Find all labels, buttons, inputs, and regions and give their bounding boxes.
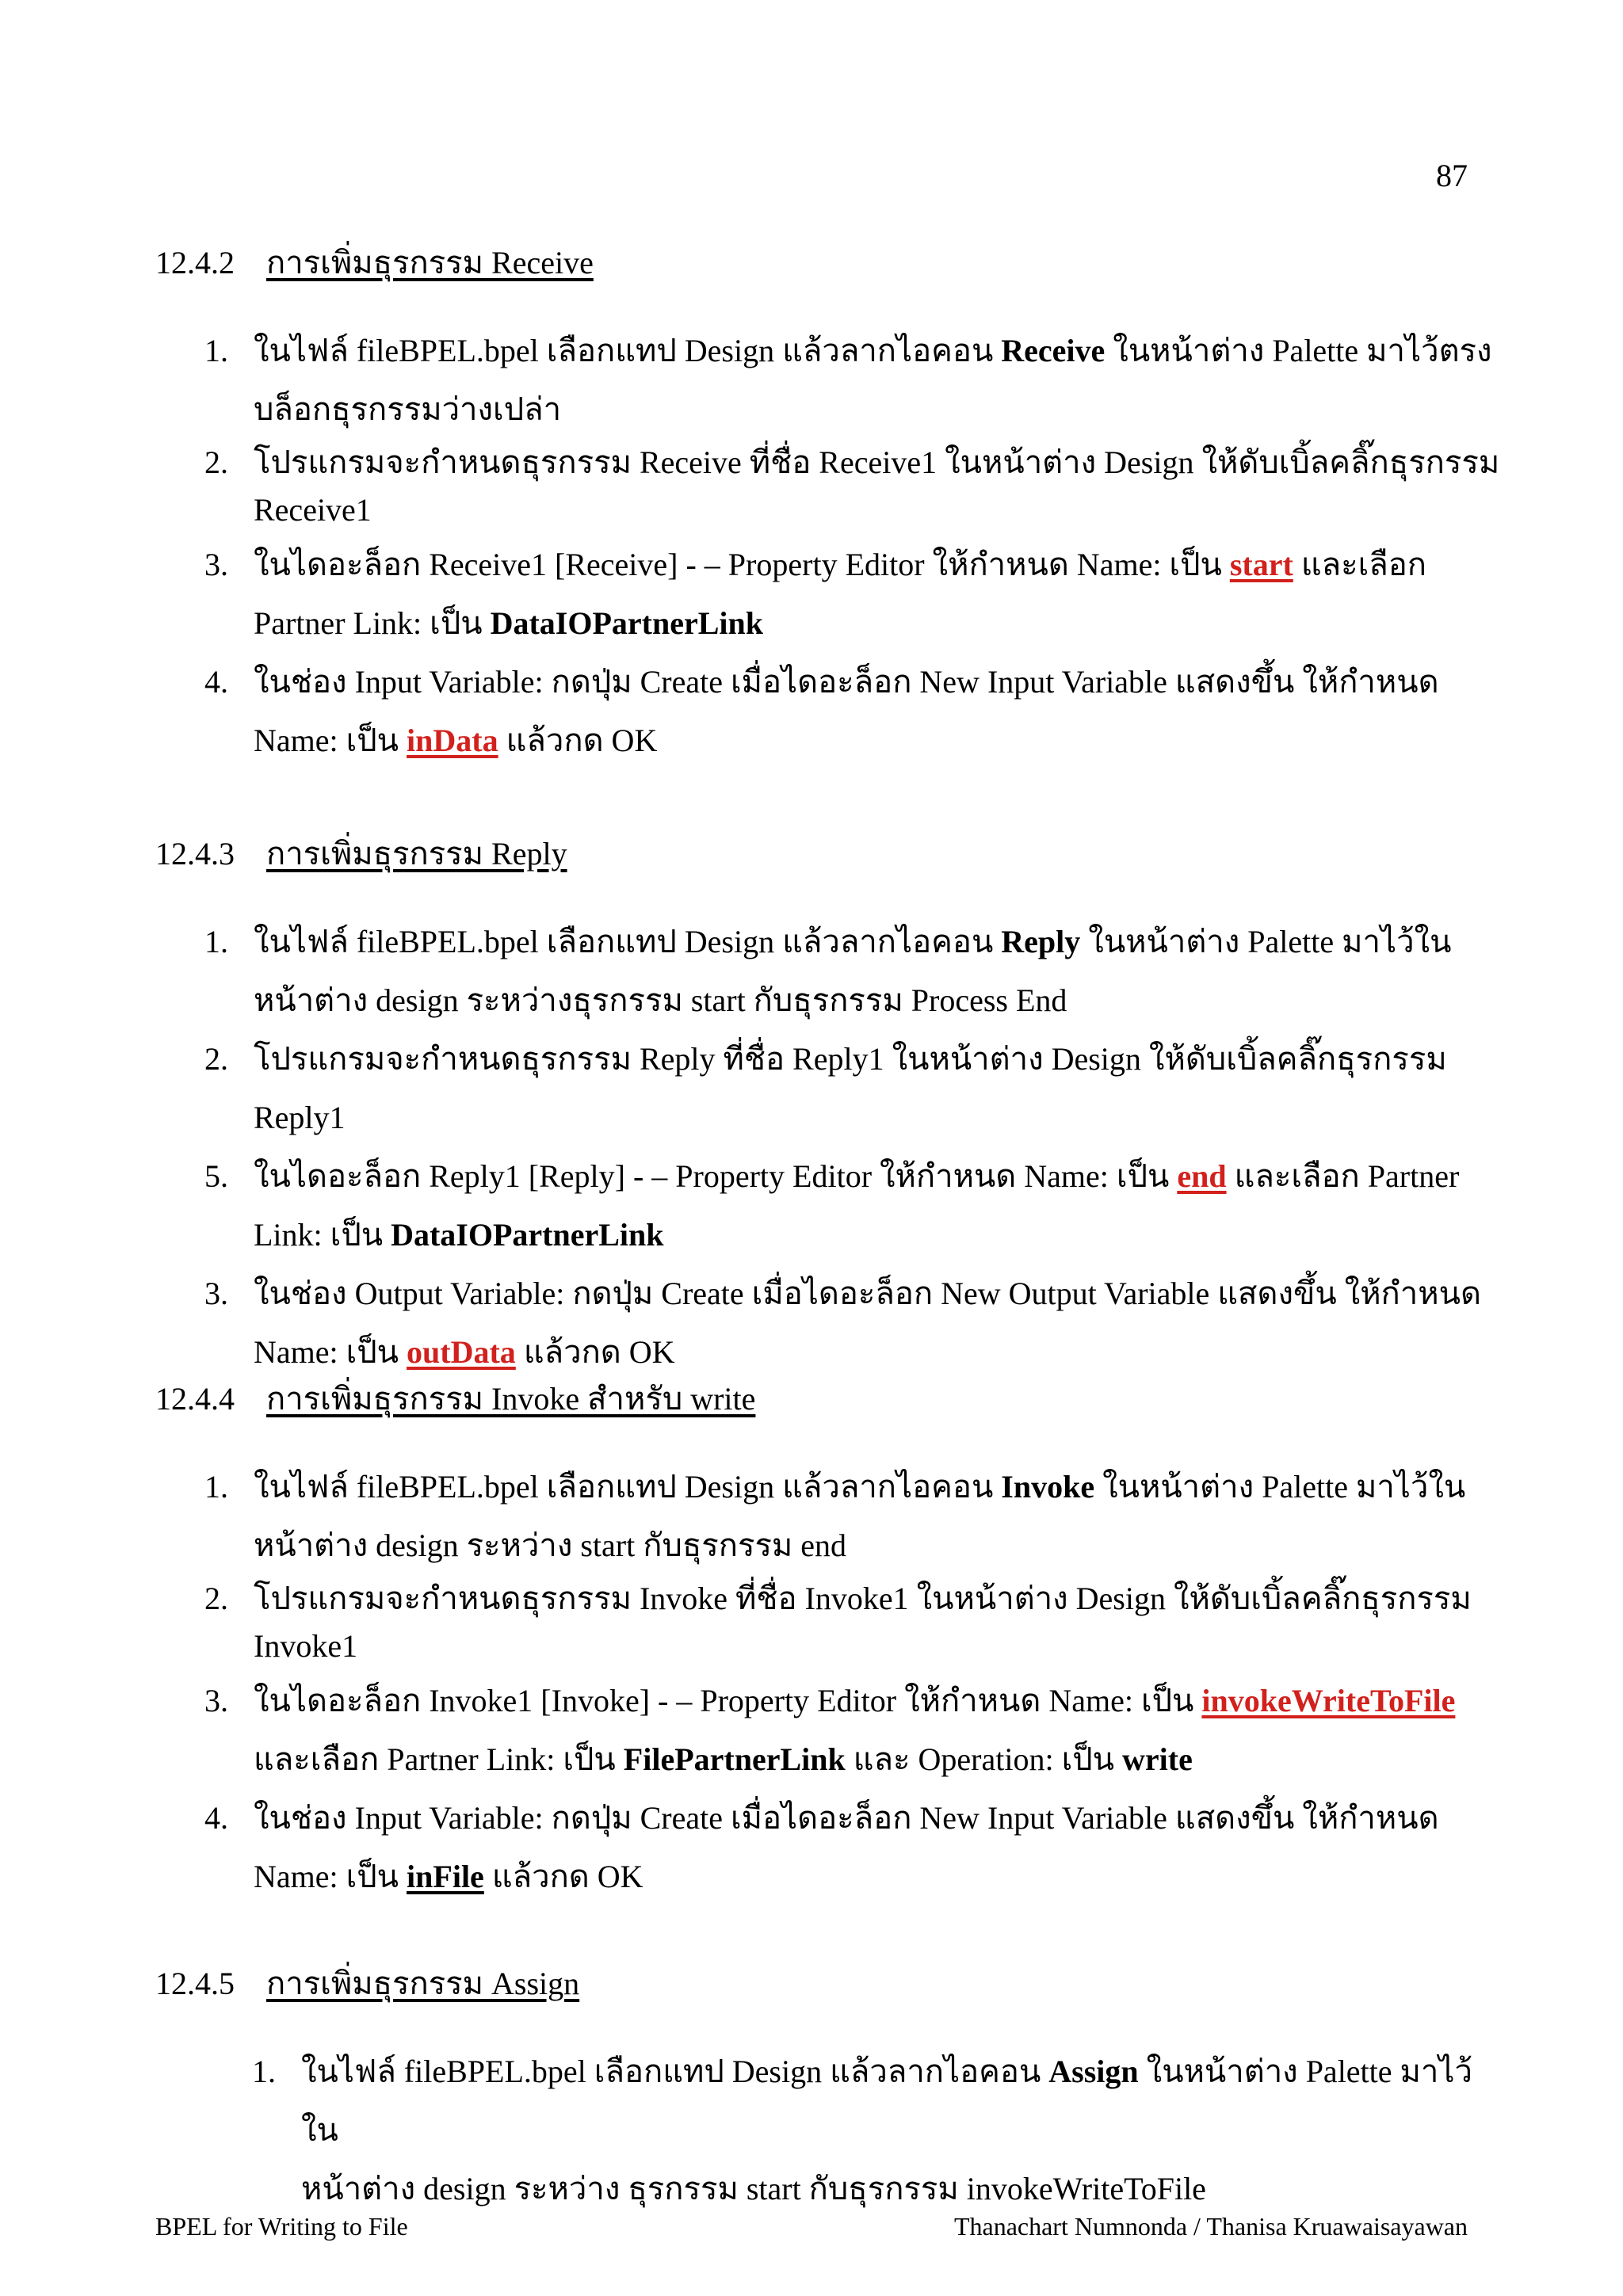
- emphasis-text: start: [1229, 547, 1293, 582]
- section-12-4-3: [155, 830, 1503, 1382]
- step-list: [155, 913, 1503, 1382]
- item-text: [254, 1041, 1447, 1135]
- list-item: [155, 1575, 1503, 1670]
- section-title: การเพิ่มธุรกรรม Assign: [266, 1966, 580, 2001]
- item-marker: 1.: [204, 1469, 228, 1505]
- section-12-4-5: [155, 1960, 1503, 2218]
- emphasis-text: inData: [407, 723, 498, 758]
- item-marker: 4.: [204, 1800, 228, 1836]
- text-run: ในหน้าต่าง Palette มาไว้ใน: [301, 2054, 1472, 2148]
- text-run: หน้าต่าง design ระหว่างธุรกรรม start กับธุรกรรม Process End: [254, 982, 1067, 1018]
- section-12-4-4: [155, 1375, 1503, 1906]
- item-text: [254, 924, 1451, 1018]
- item-text: [254, 1158, 1459, 1253]
- list-item: [155, 1147, 1503, 1264]
- list-item: [203, 2042, 1503, 2218]
- section-title: การเพิ่มธุรกรรม Invoke สำหรับ write: [266, 1381, 756, 1417]
- text-run: และ Operation: เป็น: [845, 1741, 1122, 1777]
- text-run: ในหน้าต่าง Palette มาไว้ตรง: [1105, 333, 1492, 368]
- text-run: Partner Link: เป็น: [254, 605, 491, 641]
- item-marker: 3.: [204, 547, 228, 582]
- text-run: ในไฟล์ fileBPEL.bpel เลือกแทป Design แล้วลากไอคอน: [254, 924, 1002, 959]
- step-list: [155, 1458, 1503, 1906]
- emphasis-text: DataIOPartnerLink: [490, 605, 764, 641]
- list-item: [155, 1458, 1503, 1575]
- emphasis-text: Receive: [1001, 333, 1106, 368]
- footer-title: BPEL for Writing to File: [155, 2212, 408, 2241]
- text-run: ในไฟล์ fileBPEL.bpel เลือกแทป Design แล้วลากไอคอน: [254, 333, 1002, 368]
- item-text: [254, 1683, 1455, 1777]
- text-run: ในไฟล์ fileBPEL.bpel เลือกแทป Design แล้วลากไอคอน: [301, 2054, 1049, 2089]
- emphasis-text: Assign: [1048, 2054, 1139, 2089]
- item-marker: 1.: [204, 333, 228, 368]
- item-text: [254, 1276, 1481, 1370]
- emphasis-text: end: [1177, 1158, 1227, 1194]
- text-run: Name: เป็น: [254, 1334, 407, 1370]
- text-run: และเลือก: [1293, 547, 1427, 582]
- text-run: แล้วกด OK: [498, 723, 658, 758]
- text-run: โปรแกรมจะกำหนดธุรกรรม Receive ที่ชื่อ Receive1 ในหน้าต่าง Design ให้ดับเบิ้ลคลิ๊กธุรกรรม: [254, 444, 1500, 480]
- list-item: [155, 1030, 1503, 1147]
- section-12-4-2: [155, 239, 1503, 770]
- text-run: ในช่อง Input Variable: กดปุ่ม Create เมื่อไดอะล็อก New Input Variable แสดงขึ้น ให้กำหนด: [254, 664, 1439, 700]
- item-text: [254, 333, 1492, 427]
- text-run: และเลือก Partner: [1226, 1158, 1460, 1194]
- item-marker: 5.: [204, 1158, 228, 1194]
- list-item: [155, 1264, 1503, 1382]
- section-heading: [155, 1960, 1503, 2008]
- section-title: การเพิ่มธุรกรรม Receive: [266, 245, 594, 280]
- emphasis-text: invokeWriteToFile: [1201, 1683, 1456, 1718]
- list-item: [155, 439, 1503, 534]
- text-run: ในช่อง Input Variable: กดปุ่ม Create เมื่อไดอะล็อก New Input Variable แสดงขึ้น ให้กำหนด: [254, 1800, 1439, 1836]
- text-run: Name: เป็น: [254, 1859, 407, 1894]
- emphasis-text: write: [1122, 1741, 1193, 1777]
- section-title: การเพิ่มธุรกรรม Reply: [266, 836, 567, 871]
- footer-authors: Thanachart Numnonda / Thanisa Kruawaisayawan: [953, 2212, 1468, 2241]
- emphasis-text: FilePartnerLink: [623, 1741, 846, 1777]
- step-list: [155, 322, 1503, 770]
- text-run: Receive1: [254, 492, 372, 528]
- item-text: [254, 1581, 1472, 1664]
- list-item: [155, 1672, 1503, 1789]
- text-run: ในหน้าต่าง Palette มาไว้ใน: [1094, 1469, 1466, 1505]
- item-marker: 3.: [204, 1683, 228, 1718]
- section-number: 12.4.5: [155, 1966, 235, 2001]
- text-run: Invoke1: [254, 1628, 358, 1664]
- step-list: [155, 2042, 1503, 2218]
- item-marker: 1.: [252, 2054, 276, 2089]
- item-text: [254, 547, 1426, 641]
- item-marker: 3.: [204, 1276, 228, 1311]
- section-heading: [155, 830, 1503, 878]
- list-item: [155, 913, 1503, 1030]
- list-item: [155, 1789, 1503, 1906]
- text-run: ในไดอะล็อก Invoke1 [Invoke] - – Property Editor ให้กำหนด Name: เป็น: [254, 1683, 1202, 1718]
- list-item: [155, 322, 1503, 439]
- item-marker: 2.: [204, 444, 228, 480]
- section-number: 12.4.4: [155, 1381, 235, 1417]
- item-marker: 2.: [204, 1041, 228, 1077]
- text-run: โปรแกรมจะกำหนดธุรกรรม Invoke ที่ชื่อ Invoke1 ในหน้าต่าง Design ให้ดับเบิ้ลคลิ๊กธุรกรรม: [254, 1581, 1472, 1616]
- text-run: ในไฟล์ fileBPEL.bpel เลือกแทป Design แล้วลากไอคอน: [254, 1469, 1002, 1505]
- list-item: [155, 653, 1503, 770]
- emphasis-text: Reply: [1001, 924, 1081, 959]
- emphasis-text: inFile: [407, 1859, 484, 1894]
- text-run: Link: เป็น: [254, 1217, 391, 1253]
- item-text: [254, 664, 1439, 758]
- text-run: ในไดอะล็อก Reply1 [Reply] - – Property Editor ให้กำหนด Name: เป็น: [254, 1158, 1178, 1194]
- section-heading: [155, 1375, 1503, 1423]
- item-marker: 2.: [204, 1581, 228, 1616]
- text-run: Name: เป็น: [254, 723, 407, 758]
- text-run: บล็อกธุรกรรมว่างเปล่า: [254, 391, 562, 427]
- item-marker: 1.: [204, 924, 228, 959]
- emphasis-text: outData: [407, 1334, 516, 1370]
- text-run: ในหน้าต่าง Palette มาไว้ใน: [1080, 924, 1452, 959]
- emphasis-text: Invoke: [1001, 1469, 1095, 1505]
- item-text: [301, 2054, 1472, 2206]
- section-number: 12.4.3: [155, 836, 235, 871]
- item-text: [254, 444, 1499, 528]
- text-run: แล้วกด OK: [483, 1859, 643, 1894]
- section-number: 12.4.2: [155, 245, 235, 280]
- text-run: และเลือก Partner Link: เป็น: [254, 1741, 624, 1777]
- list-item: [155, 536, 1503, 653]
- emphasis-text: DataIOPartnerLink: [391, 1217, 664, 1253]
- text-run: โปรแกรมจะกำหนดธุรกรรม Reply ที่ชื่อ Reply1 ในหน้าต่าง Design ให้ดับเบิ้ลคลิ๊กธุรกรรม Reply1: [254, 1041, 1447, 1135]
- text-run: หน้าต่าง design ระหว่าง start กับธุรกรรม end: [254, 1527, 847, 1563]
- text-run: แล้วกด OK: [515, 1334, 675, 1370]
- page-number: 87: [1436, 158, 1468, 193]
- item-text: [254, 1800, 1439, 1894]
- text-run: ในช่อง Output Variable: กดปุ่ม Create เมื่อไดอะล็อก New Output Variable แสดงขึ้น ให้กำหนด: [254, 1276, 1481, 1311]
- section-heading: [155, 239, 1503, 287]
- item-marker: 4.: [204, 664, 228, 700]
- text-run: หน้าต่าง design ระหว่าง ธุรกรรม start กับธุรกรรม invokeWriteToFile: [301, 2171, 1206, 2206]
- item-text: [254, 1469, 1465, 1563]
- text-run: ในไดอะล็อก Receive1 [Receive] - – Property Editor ให้กำหนด Name: เป็น: [254, 547, 1230, 582]
